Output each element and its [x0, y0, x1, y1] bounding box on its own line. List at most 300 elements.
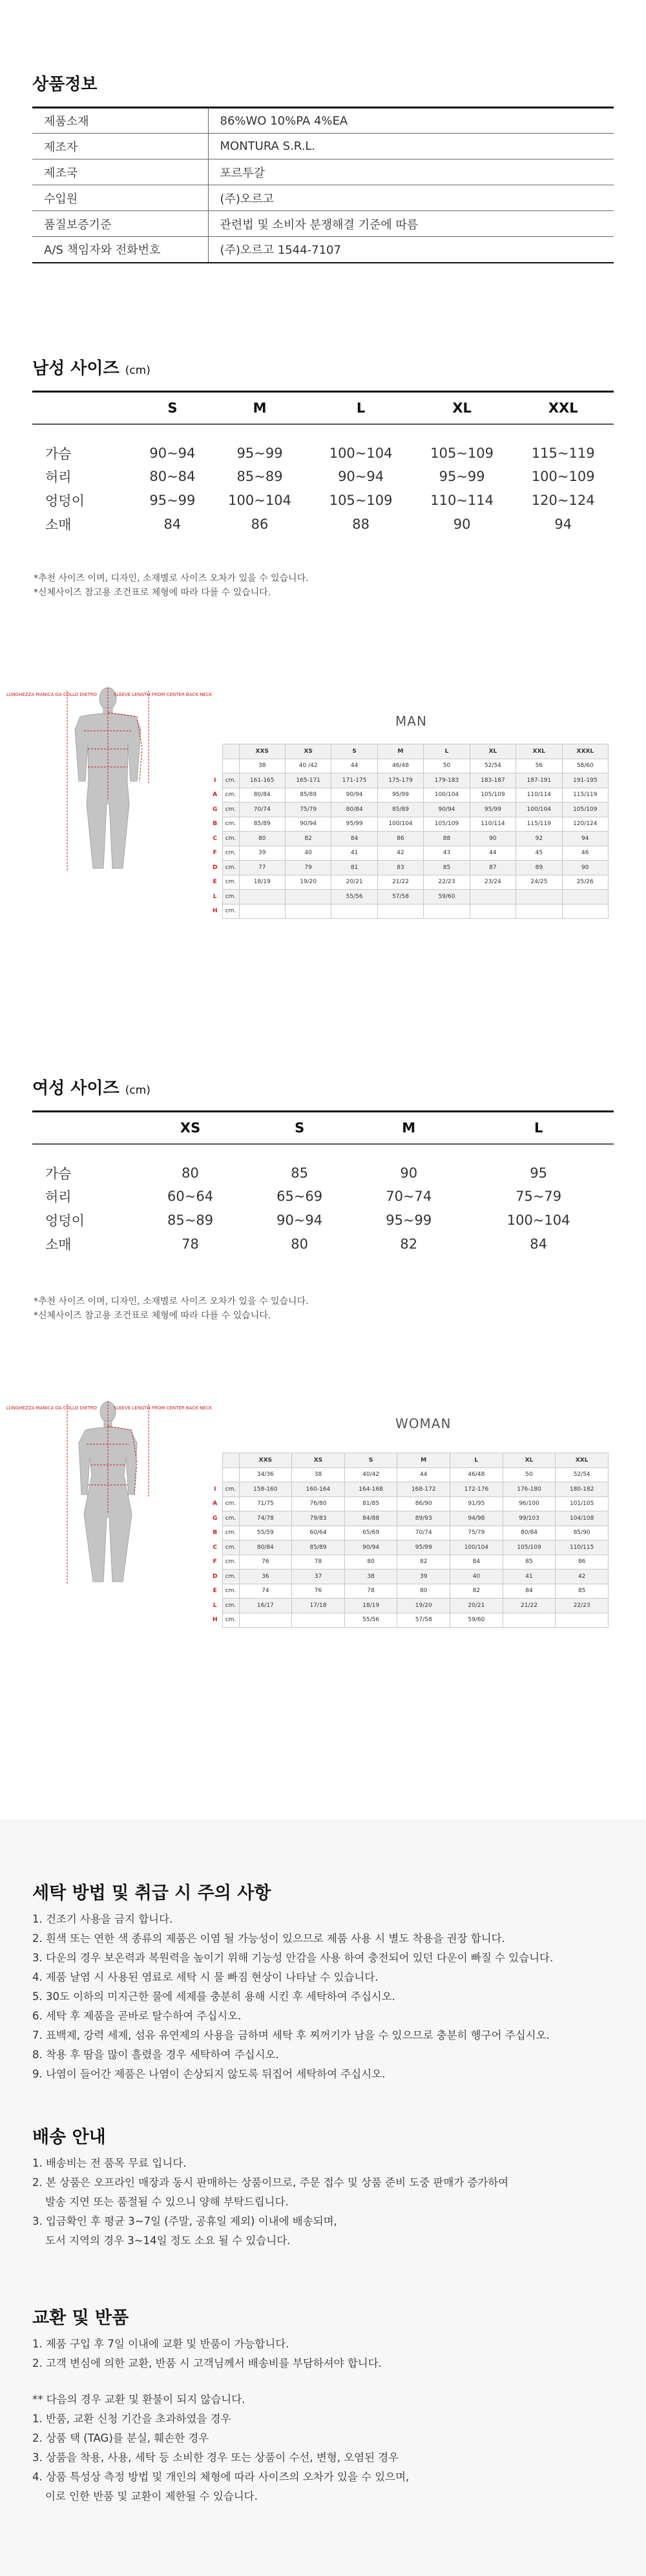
- row-label: 가슴: [45, 445, 72, 462]
- size-cell: 55/59: [239, 1526, 292, 1540]
- women-size-notes: [34, 1294, 309, 1323]
- list-item: 9. 나염이 들어간 제품은 나염이 손상되지 않도록 뒤집어 세탁하여 주십시오.: [32, 2068, 386, 2080]
- size-cell: 86: [377, 832, 423, 846]
- table-corner: [208, 1453, 222, 1468]
- list-item: 3. 상품을 착용, 사용, 세탁 등 소비한 경우 또는 상품이 수선, 변형, 오염된 경우: [32, 2451, 399, 2464]
- table-corner: [222, 1467, 239, 1482]
- size-cell: [503, 1613, 556, 1628]
- list-item: 1. 제품 구입 후 7일 이내에 교환 및 반품이 가능합니다.: [32, 2338, 289, 2350]
- eu-size-cell: 50: [424, 759, 470, 773]
- size-cell: 44: [470, 846, 516, 861]
- size-cell: 77: [239, 861, 285, 875]
- size-cell: 85~89: [236, 469, 283, 484]
- measure-letter: C: [213, 835, 218, 842]
- size-cell: [562, 904, 608, 919]
- size-cell: 85/89: [377, 802, 423, 817]
- size-cell: 19/20: [285, 875, 331, 890]
- size-cell: 36: [239, 1569, 292, 1584]
- unit-cell: cm.: [222, 817, 239, 832]
- size-cell: 120/124: [562, 817, 608, 832]
- size-cell: 95~99: [386, 1212, 432, 1228]
- size-cell: 105/109: [424, 817, 470, 832]
- list-item: 도서 지역의 경우 3~14일 정도 소요 될 수 있습니다.: [45, 2234, 291, 2247]
- size-cell: 22/23: [556, 1599, 609, 1613]
- size-cell: 88: [352, 516, 370, 532]
- size-cell: 80/84: [239, 1540, 292, 1555]
- size-header: XS: [136, 1112, 245, 1144]
- size-cell: 80: [239, 832, 285, 846]
- eu-size-cell: 40/42: [344, 1467, 397, 1482]
- eu-size-cell: 58/60: [562, 759, 608, 773]
- size-cell: 85: [556, 1584, 609, 1599]
- table-row: [208, 890, 609, 905]
- unit-cell: cm.: [222, 1511, 239, 1526]
- table-row: [32, 108, 614, 134]
- size-cell: 65~69: [276, 1189, 323, 1204]
- size-cell: [239, 1613, 292, 1628]
- size-header: XXL: [556, 1453, 609, 1468]
- man-size-figure: [6, 684, 602, 915]
- table-header-row: [32, 1112, 614, 1144]
- size-cell: 85: [291, 1165, 308, 1181]
- unit-cell: cm.: [222, 1540, 239, 1555]
- size-cell: 179-183: [424, 773, 470, 788]
- table-row: [32, 185, 614, 211]
- size-cell: 70/74: [397, 1526, 450, 1540]
- measure-letter: L: [213, 893, 217, 900]
- size-cell: 168-172: [397, 1482, 450, 1497]
- eu-size-cell: 56: [516, 759, 562, 773]
- unit-cell: cm.: [222, 832, 239, 846]
- size-cell: 55/56: [344, 1613, 397, 1628]
- size-header: M: [397, 1453, 450, 1468]
- size-header: XXS: [239, 1453, 292, 1468]
- table-corner: [208, 744, 222, 759]
- measure-letter: H: [212, 1617, 218, 1624]
- size-cell: 110/114: [470, 817, 516, 832]
- size-cell: [516, 890, 562, 905]
- info-key: A/S 책임자와 전화번호: [32, 237, 208, 263]
- list-item: 6. 세탁 후 제품을 곧바로 탈수하여 주십시오.: [32, 2010, 242, 2022]
- unit-cell: cm.: [222, 861, 239, 875]
- size-cell: 17/18: [292, 1599, 345, 1613]
- list-item: 2. 본 상품은 오프라인 매장과 동시 판매하는 상품이므로, 주문 접수 및 상품 준비 도중 판매가 증가하여: [32, 2176, 509, 2189]
- man-body-diagram: [6, 684, 213, 878]
- product-info-table: [32, 107, 614, 263]
- table-row: [208, 1584, 609, 1599]
- size-cell: 45: [516, 846, 562, 861]
- size-cell: 105/109: [470, 788, 516, 802]
- size-cell: 80/84: [331, 802, 377, 817]
- table-row: [208, 1569, 609, 1584]
- size-cell: 85/89: [285, 788, 331, 802]
- unit-cell: cm.: [222, 1555, 239, 1569]
- size-cell: 90~94: [338, 469, 384, 484]
- table-row: [208, 861, 609, 875]
- size-cell: 41: [503, 1569, 556, 1584]
- returns-subtitle: ** 다음의 경우 교환 및 환불이 되지 않습니다.: [32, 2393, 245, 2406]
- size-header: XS: [292, 1453, 345, 1468]
- size-cell: 90: [453, 516, 471, 532]
- measure-letter: C: [213, 1544, 218, 1551]
- table-row: [32, 1209, 614, 1232]
- size-cell: 79/83: [292, 1511, 345, 1526]
- info-value: (주)오르고 1544-7107: [208, 237, 614, 263]
- size-cell: 84: [331, 832, 377, 846]
- table-row: [208, 773, 609, 788]
- woman-body-diagram: [6, 1398, 213, 1591]
- size-cell: 85: [503, 1555, 556, 1569]
- size-cell: 39: [397, 1569, 450, 1584]
- size-cell: 80: [291, 1236, 308, 1252]
- unit-cell: cm.: [222, 1526, 239, 1540]
- eu-size-cell: 46/48: [377, 759, 423, 773]
- size-cell: 95/99: [377, 788, 423, 802]
- info-value: 86%WO 10%PA 4%EA: [208, 108, 614, 134]
- info-key: 제조국: [32, 159, 208, 185]
- size-cell: [285, 904, 331, 919]
- info-key: 제품소재: [32, 108, 208, 134]
- size-cell: 57/58: [377, 890, 423, 905]
- measure-letter: H: [212, 908, 218, 915]
- measure-letter: L: [213, 1602, 217, 1609]
- size-cell: 110/115: [556, 1540, 609, 1555]
- size-cell: 25/26: [562, 875, 608, 890]
- unit-cell: cm.: [222, 1599, 239, 1613]
- size-cell: 81: [331, 861, 377, 875]
- size-cell: 161-165: [239, 773, 285, 788]
- men-size-title-text: 남성 사이즈: [32, 359, 120, 378]
- size-cell: 96/100: [503, 1497, 556, 1511]
- size-cell: 100/104: [516, 802, 562, 817]
- size-header: L: [424, 744, 470, 759]
- size-cell: 115/119: [516, 817, 562, 832]
- size-cell: [516, 904, 562, 919]
- care-list: [32, 1910, 553, 2084]
- size-cell: 92: [516, 832, 562, 846]
- women-size-title: [32, 1075, 151, 1099]
- size-cell: 100/104: [377, 817, 423, 832]
- size-cell: 59/60: [450, 1613, 503, 1628]
- size-cell: 180-182: [556, 1482, 609, 1497]
- size-cell: 90: [562, 861, 608, 875]
- size-cell: 87: [470, 861, 516, 875]
- measure-letter: F: [213, 1559, 217, 1566]
- size-cell: 81/85: [344, 1497, 397, 1511]
- row-label: 소매: [45, 1237, 72, 1252]
- table-row: [32, 465, 614, 489]
- size-cell: 115/119: [562, 788, 608, 802]
- size-cell: 83: [377, 861, 423, 875]
- size-cell: [470, 904, 516, 919]
- size-header: L: [310, 392, 412, 424]
- eu-size-cell: 40 /42: [285, 759, 331, 773]
- size-cell: 41: [331, 846, 377, 861]
- measure-letter: A: [213, 1500, 218, 1508]
- men-size-table: [32, 391, 614, 537]
- eu-size-cell: 44: [397, 1467, 450, 1482]
- men-size-notes: [34, 571, 309, 600]
- table-row: [32, 1232, 614, 1256]
- unit-cell: cm.: [222, 773, 239, 788]
- size-cell: 115~119: [531, 445, 595, 461]
- women-size-table: [32, 1110, 614, 1256]
- measure-letter: A: [213, 792, 218, 799]
- shipping-title: 배송 안내: [32, 2127, 106, 2147]
- size-cell: 80: [397, 1584, 450, 1599]
- size-cell: 39: [239, 846, 285, 861]
- size-cell: 175-179: [377, 773, 423, 788]
- measure-letter: B: [213, 821, 218, 828]
- size-cell: 85/90: [556, 1526, 609, 1540]
- care-section: [0, 1819, 646, 2576]
- table-row: [32, 211, 614, 237]
- size-cell: 80: [182, 1165, 199, 1181]
- size-cell: 19/20: [397, 1599, 450, 1613]
- size-cell: [239, 904, 285, 919]
- size-cell: 160-164: [292, 1482, 345, 1497]
- size-cell: 86/90: [397, 1497, 450, 1511]
- size-cell: 191-195: [562, 773, 608, 788]
- list-item: 5. 30도 이하의 미지근한 물에 세제를 충분히 용해 시킨 후 세탁하여 주십시오.: [32, 1990, 395, 2003]
- list-item: 2. 상품 택 (TAG)를 분실, 훼손한 경우: [32, 2432, 209, 2444]
- woman-chart-title: WOMAN: [395, 1416, 452, 1431]
- size-cell: 16/17: [239, 1599, 292, 1613]
- size-cell: 70~74: [386, 1189, 432, 1204]
- size-cell: 84: [503, 1584, 556, 1599]
- size-cell: 95~99: [149, 493, 196, 508]
- size-cell: 57/58: [397, 1613, 450, 1628]
- unit-cell: cm.: [222, 1613, 239, 1628]
- size-cell: 104/108: [556, 1511, 609, 1526]
- table-row: [208, 1482, 609, 1497]
- size-cell: 76: [292, 1584, 345, 1599]
- size-header: XL: [470, 744, 516, 759]
- size-cell: 76/80: [292, 1497, 345, 1511]
- size-header: M: [209, 392, 311, 424]
- size-cell: 95/99: [331, 817, 377, 832]
- size-cell: 95~99: [236, 445, 283, 461]
- size-cell: 18/19: [239, 875, 285, 890]
- eu-size-cell: 52/54: [470, 759, 516, 773]
- row-label: 소매: [45, 517, 72, 533]
- eu-size-cell: 50: [503, 1467, 556, 1482]
- size-header: XXL: [512, 392, 614, 424]
- table-header-row: [208, 744, 609, 759]
- size-cell: 91/95: [450, 1497, 503, 1511]
- size-cell: 187-191: [516, 773, 562, 788]
- eu-size-cell: 52/54: [556, 1467, 609, 1482]
- women-size-title-text: 여성 사이즈: [32, 1079, 120, 1098]
- size-cell: 24/25: [516, 875, 562, 890]
- size-cell: [556, 1613, 609, 1628]
- sleeve-label: SLEEVE LENGTH FROM CENTER BACK NECK: [113, 1406, 213, 1411]
- table-row: [208, 875, 609, 890]
- returns-list: [32, 2335, 409, 2506]
- size-cell: 85~89: [167, 1212, 214, 1228]
- size-cell: 37: [292, 1569, 345, 1584]
- list-item: 1. 배송비는 전 품목 무료 입니다.: [32, 2157, 187, 2169]
- table-row: [208, 832, 609, 846]
- size-cell: 90/94: [331, 788, 377, 802]
- shoulder-label: LUNGHEZZA MANICA DA COLLO DIETRO: [6, 692, 98, 697]
- size-cell: 76: [239, 1555, 292, 1569]
- size-header: L: [463, 1112, 614, 1144]
- man-size-chart-table: [208, 744, 609, 919]
- size-header: S: [344, 1453, 397, 1468]
- product-info-title: 상품정보: [32, 75, 98, 94]
- size-cell: [292, 1613, 345, 1628]
- table-row: [32, 1185, 614, 1209]
- unit-cell: cm.: [222, 846, 239, 861]
- size-cell: [424, 904, 470, 919]
- table-row: [208, 788, 609, 802]
- measure-letter: F: [213, 850, 217, 857]
- table-corner: [208, 1467, 222, 1482]
- size-cell: 42: [556, 1569, 609, 1584]
- table-row: [208, 1467, 609, 1482]
- measure-letter: D: [213, 1573, 218, 1580]
- size-cell: 59/60: [424, 890, 470, 905]
- size-cell: 99/103: [503, 1511, 556, 1526]
- size-cell: 90/94: [344, 1540, 397, 1555]
- row-label: 엉덩이: [45, 1213, 85, 1229]
- size-header: XXS: [239, 744, 285, 759]
- table-row: [208, 1555, 609, 1569]
- size-cell: 75/79: [285, 802, 331, 817]
- size-cell: 100~109: [531, 469, 595, 484]
- unit-cell: cm.: [222, 875, 239, 890]
- size-cell: 70/74: [239, 802, 285, 817]
- size-cell: 158-160: [239, 1482, 292, 1497]
- row-label: 가슴: [45, 1165, 72, 1181]
- size-cell: 100~104: [228, 493, 291, 508]
- size-cell: [285, 890, 331, 905]
- table-row: [208, 759, 609, 773]
- size-header: XXXL: [562, 744, 608, 759]
- size-cell: 89: [516, 861, 562, 875]
- size-cell: 80/84: [503, 1526, 556, 1540]
- size-header: S: [136, 392, 209, 424]
- list-item: 4. 제품 날염 시 사용된 염료로 세탁 시 물 빠짐 현상이 나타날 수 있습니다.: [32, 1971, 379, 1983]
- size-cell: [562, 890, 608, 905]
- table-corner: [222, 744, 239, 759]
- table-row: [208, 1497, 609, 1511]
- table-row: [32, 424, 614, 465]
- size-cell: 176-180: [503, 1482, 556, 1497]
- row-label: 엉덩이: [45, 493, 85, 509]
- size-cell: 80~84: [149, 469, 196, 484]
- size-header: XL: [503, 1453, 556, 1468]
- info-key: 수입원: [32, 185, 208, 211]
- info-value: MONTURA S.R.L.: [208, 134, 614, 159]
- size-header: XS: [285, 744, 331, 759]
- size-cell: 42: [377, 846, 423, 861]
- size-cell: 75~79: [516, 1189, 562, 1204]
- size-cell: 71/75: [239, 1497, 292, 1511]
- size-cell: 90/94: [424, 802, 470, 817]
- table-row: [208, 1526, 609, 1540]
- info-value: 관련법 및 소비자 분쟁해결 기준에 따름: [208, 211, 614, 237]
- list-item: 1. 반품, 교환 신청 기간을 초과하였을 경우: [32, 2413, 231, 2425]
- size-cell: 40: [285, 846, 331, 861]
- table-header-row: [32, 392, 614, 424]
- size-cell: 171-175: [331, 773, 377, 788]
- size-cell: 101/105: [556, 1497, 609, 1511]
- measure-letter: G: [213, 1515, 218, 1522]
- info-key: 품질보증기준: [32, 211, 208, 237]
- men-size-unit: (cm): [125, 364, 151, 377]
- size-cell: 40: [450, 1569, 503, 1584]
- size-cell: 105~109: [430, 445, 494, 461]
- size-cell: 21/22: [503, 1599, 556, 1613]
- woman-size-chart-table: [208, 1453, 609, 1628]
- size-cell: [239, 890, 285, 905]
- unit-cell: cm.: [222, 1584, 239, 1599]
- list-item: 2. 흰색 또는 연한 색 종류의 제품은 이염 될 가능성이 있으므로 제품 사용 시 별도 착용을 권장 합니다.: [32, 1932, 505, 1945]
- eu-size-cell: 38: [239, 759, 285, 773]
- table-row: [208, 802, 609, 817]
- men-size-title: [32, 355, 151, 379]
- size-cell: 46: [562, 846, 608, 861]
- list-item: 8. 착용 후 땀을 많이 흘렸을 경우 세탁하여 주십시오.: [32, 2049, 279, 2061]
- table-row: [32, 159, 614, 185]
- measure-letter: I: [214, 777, 216, 784]
- unit-cell: cm.: [222, 904, 239, 919]
- table-row: [32, 237, 614, 263]
- size-cell: 80: [344, 1555, 397, 1569]
- size-header: S: [331, 744, 377, 759]
- info-key: 제조자: [32, 134, 208, 159]
- size-cell: 100/104: [424, 788, 470, 802]
- size-cell: 82: [400, 1236, 418, 1252]
- size-cell: 105/109: [503, 1540, 556, 1555]
- size-cell: 75/79: [450, 1526, 503, 1540]
- table-row: [208, 817, 609, 832]
- size-cell: 60/64: [292, 1526, 345, 1540]
- size-cell: 78: [344, 1584, 397, 1599]
- size-cell: 74/78: [239, 1511, 292, 1526]
- size-header: S: [245, 1112, 354, 1144]
- size-cell: 85/89: [292, 1540, 345, 1555]
- size-cell: 94/98: [450, 1511, 503, 1526]
- table-corner: [222, 1453, 239, 1468]
- woman-size-figure: [6, 1398, 602, 1624]
- size-cell: 95/99: [470, 802, 516, 817]
- shipping-list: [32, 2154, 508, 2251]
- size-cell: 78: [182, 1236, 199, 1252]
- info-value: 포르투갈: [208, 159, 614, 185]
- size-cell: 20/21: [331, 875, 377, 890]
- list-item: 이로 인한 반품 및 교환이 제한될 수 있습니다.: [45, 2490, 258, 2502]
- eu-size-cell: 46/48: [450, 1467, 503, 1482]
- size-cell: 82: [285, 832, 331, 846]
- size-cell: 20/21: [450, 1599, 503, 1613]
- size-header: M: [377, 744, 423, 759]
- unit-cell: cm.: [222, 1569, 239, 1584]
- size-cell: 94: [562, 832, 608, 846]
- size-cell: 86: [556, 1555, 609, 1569]
- size-cell: 86: [251, 516, 269, 532]
- size-cell: 84: [530, 1236, 547, 1252]
- size-cell: 100~104: [506, 1212, 570, 1228]
- table-corner: [208, 759, 222, 773]
- list-item: 3. 입금확인 후 평균 3~7일 (주말, 공휴일 제외) 이내에 배송되며,: [32, 2215, 337, 2227]
- size-cell: 55/56: [331, 890, 377, 905]
- table-row: [32, 1144, 614, 1185]
- size-cell: 105~109: [329, 493, 393, 508]
- size-cell: 82: [450, 1584, 503, 1599]
